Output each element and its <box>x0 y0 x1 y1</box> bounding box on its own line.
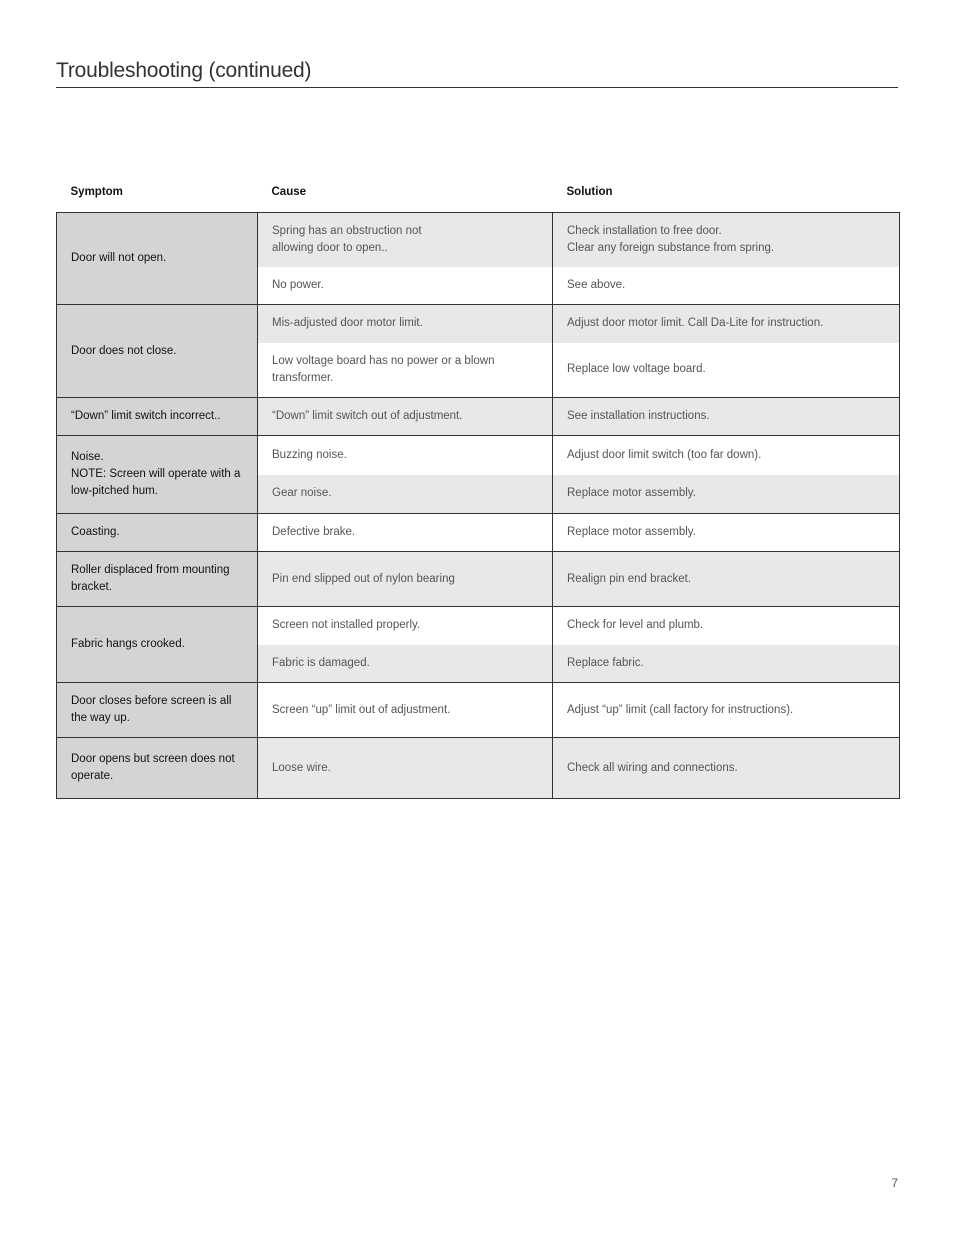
solution-cell: See above. <box>553 267 900 305</box>
cause-cell: Spring has an obstruction not allowing door to open.. <box>258 213 553 267</box>
cause-cell: Gear noise. <box>258 475 553 514</box>
table-row <box>57 738 900 799</box>
cause-cell: No power. <box>258 267 553 305</box>
symptom-cell: Fabric hangs crooked. <box>57 607 258 683</box>
cause-cell: Buzzing noise. <box>258 436 553 475</box>
solution-cell: Replace motor assembly. <box>553 475 900 514</box>
solution-cell: Check all wiring and connections. <box>553 738 900 799</box>
solution-cell: Check for level and plumb. <box>553 607 900 645</box>
cause-cell: Defective brake. <box>258 514 553 552</box>
cause-cell: Fabric is damaged. <box>258 645 553 683</box>
cause-cell: “Down” limit switch out of adjustment. <box>258 398 553 436</box>
solution-cell: Replace fabric. <box>553 645 900 683</box>
symptom-cell: “Down” limit switch incorrect.. <box>57 398 258 436</box>
table-row <box>57 607 900 645</box>
cause-cell: Loose wire. <box>258 738 553 799</box>
table-header-row <box>57 172 900 213</box>
solution-cell: Adjust door limit switch (too far down). <box>553 436 900 475</box>
page-number: 7 <box>891 1176 898 1190</box>
page-title: Troubleshooting (continued) <box>56 56 898 88</box>
solution-cell: Replace low voltage board. <box>553 343 900 398</box>
troubleshooting-table <box>56 172 900 799</box>
solution-cell: See installation instructions. <box>553 398 900 436</box>
table-row <box>57 213 900 267</box>
cause-cell: Mis-adjusted door motor limit. <box>258 305 553 343</box>
symptom-cell: Door closes before screen is all the way up. <box>57 683 258 738</box>
column-header-solution: Solution <box>566 186 613 198</box>
symptom-cell: Noise. NOTE: Screen will operate with a low-pitched hum. <box>57 436 258 514</box>
cause-cell: Low voltage board has no power or a blown transformer. <box>258 343 553 398</box>
symptom-cell: Door opens but screen does not operate. <box>57 738 258 799</box>
symptom-cell: Coasting. <box>57 514 258 552</box>
cause-cell: Screen “up” limit out of adjustment. <box>258 683 553 738</box>
solution-cell: Replace motor assembly. <box>553 514 900 552</box>
table-row <box>57 552 900 607</box>
column-header-symptom: Symptom <box>70 186 123 198</box>
column-header-cause: Cause <box>271 186 307 198</box>
table-row <box>57 305 900 343</box>
cause-cell: Screen not installed properly. <box>258 607 553 645</box>
table-row <box>57 683 900 738</box>
symptom-cell: Roller displaced from mounting bracket. <box>57 552 258 607</box>
table-row <box>57 514 900 552</box>
table-row <box>57 398 900 436</box>
cause-cell: Pin end slipped out of nylon bearing <box>258 552 553 607</box>
solution-cell: Adjust “up” limit (call factory for instructions). <box>553 683 900 738</box>
table-row <box>57 436 900 475</box>
solution-cell: Realign pin end bracket. <box>553 552 900 607</box>
symptom-cell: Door does not close. <box>57 305 258 398</box>
solution-cell: Adjust door motor limit. Call Da-Lite for instruction. <box>553 305 900 343</box>
solution-cell: Check installation to free door. Clear any foreign substance from spring. <box>553 213 900 267</box>
symptom-cell: Door will not open. <box>57 213 258 305</box>
